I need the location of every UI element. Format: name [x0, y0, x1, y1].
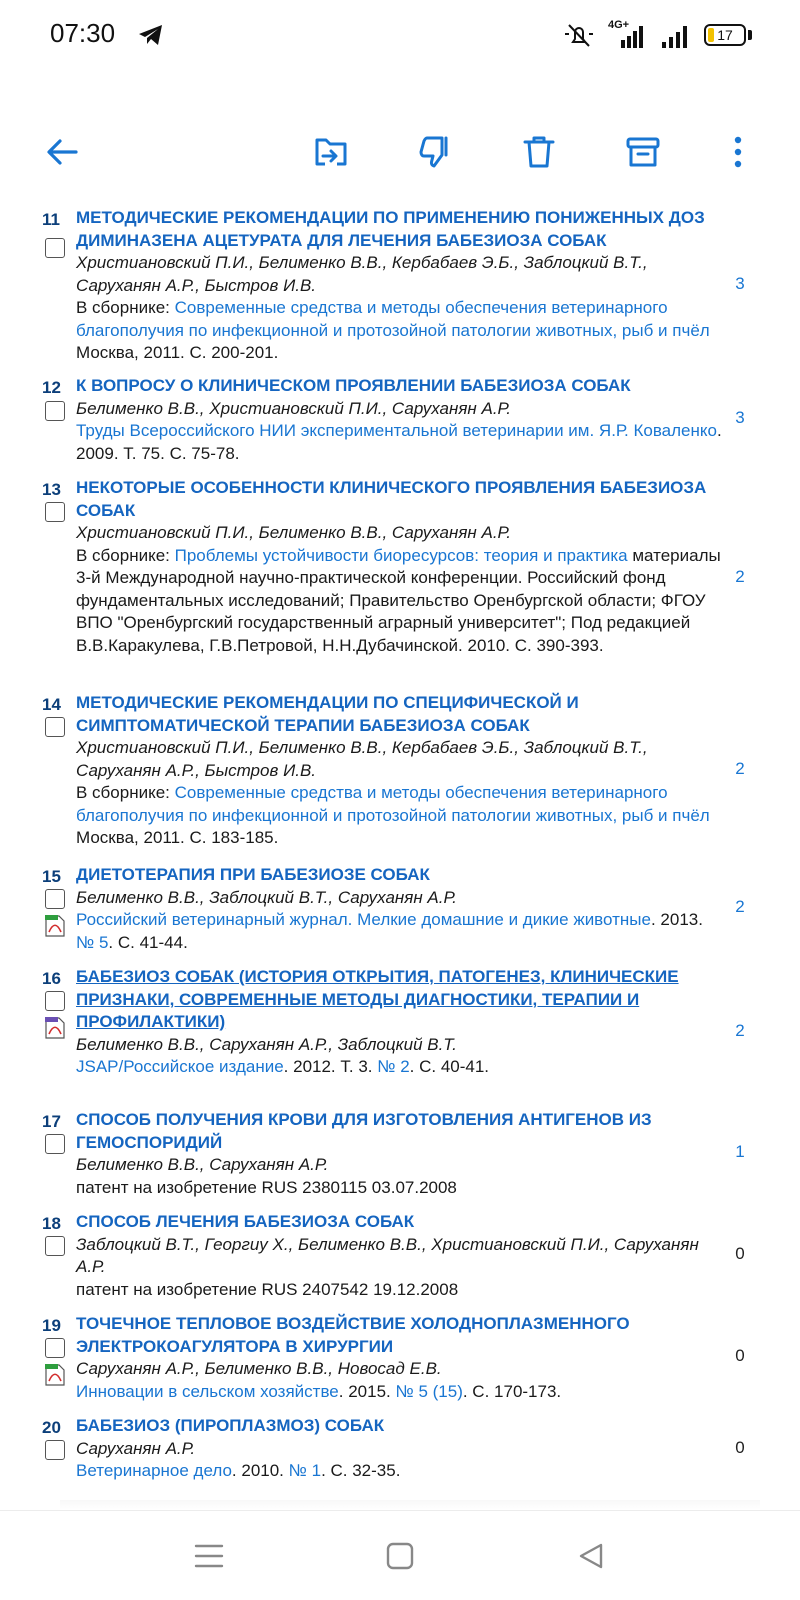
- source-details: Москва, 2011. С. 183-185.: [76, 828, 279, 847]
- item-content: [76, 692, 724, 850]
- item-content: [76, 207, 724, 365]
- battery-icon: [704, 24, 746, 46]
- menu-icon: [193, 1541, 225, 1571]
- item-number: 17: [42, 1112, 61, 1131]
- citation-count[interactable]: 2: [735, 897, 745, 916]
- source-year: . 2010.: [231, 1461, 289, 1480]
- thumbs-down-icon: [415, 132, 455, 172]
- item-content: [76, 1211, 724, 1301]
- item-title[interactable]: ТОЧЕЧНОЕ ТЕПЛОВОЕ ВОЗДЕЙСТВИЕ ХОЛОДНОПЛАЗМЕННОГО ЭЛЕКТРОКОАГУЛЯТОРА В ХИРУРГИИ: [76, 1314, 630, 1356]
- source-link[interactable]: Российский ветеринарный журнал. Мелкие домашние и дикие животные: [76, 910, 651, 929]
- item-checkbox[interactable]: [45, 238, 65, 258]
- more-vert-icon: [718, 132, 758, 172]
- source-details: материалы 3-й Международной научно-практической конференции. Российский фонд фундаментальных исследований; Правительство Оренбургской области; ФГОУ ВПО "Оренбургский государственный аграрный университет"; Под редакцией В.В.Каракулева, Г.В.Петровой, Н.Н.Дубачинской. 2010. С. 390-393.: [76, 545, 721, 655]
- item-number: 13: [42, 480, 61, 499]
- item-checkbox[interactable]: [45, 889, 65, 909]
- source-prefix: В сборнике:: [76, 298, 175, 317]
- item-source: [76, 297, 724, 365]
- item-checkbox[interactable]: [45, 502, 65, 522]
- home-button[interactable]: [377, 1533, 423, 1579]
- back-icon: [576, 1541, 606, 1571]
- home-icon: [385, 1541, 415, 1571]
- source-year: . 2013.: [650, 910, 703, 929]
- item-authors: Саруханян А.Р., Белименко В.В., Новосад Е.В.: [76, 1359, 442, 1378]
- battery-tip: [748, 30, 752, 40]
- item-title[interactable]: БАБЕЗИОЗ (ПИРОПЛАЗМОЗ) СОБАК: [76, 1416, 385, 1435]
- item-authors: Белименко В.В., Христиановский П.И., Саруханян А.Р.: [76, 398, 511, 418]
- status-time: 07:30: [50, 18, 116, 48]
- source-link[interactable]: Инновации в сельском хозяйстве: [76, 1381, 339, 1401]
- item-source: [76, 782, 724, 850]
- source-link[interactable]: Современные средства и методы обеспечения ветеринарного благополучия по инфекционной и протозойной патологии животных, рыб и пчёл: [76, 783, 710, 825]
- item-authors: Заблоцкий В.Т., Георгиу Х., Белименко В.В., Христиановский П.И., Саруханян А.Р.: [76, 1234, 699, 1276]
- item-checkbox[interactable]: [45, 1134, 65, 1154]
- item-authors: Белименко В.В., Саруханян А.Р.: [76, 1155, 329, 1174]
- item-title[interactable]: ДИЕТОТЕРАПИЯ ПРИ БАБЕЗИОЗЕ СОБАК: [76, 865, 430, 884]
- source-prefix: В сборнике:: [76, 783, 175, 802]
- item-checkbox[interactable]: [45, 401, 65, 421]
- item-content: [76, 864, 724, 954]
- source-details: . С. 170-173.: [462, 1381, 562, 1401]
- item-number: 16: [42, 969, 61, 988]
- archive-button[interactable]: [615, 120, 671, 184]
- item-checkbox[interactable]: [45, 991, 65, 1011]
- citation-count[interactable]: 2: [735, 1021, 745, 1040]
- item-source: [76, 545, 724, 658]
- source-issue[interactable]: № 2: [377, 1057, 410, 1076]
- source-link[interactable]: JSAP/Российское издание: [76, 1057, 284, 1076]
- move-button[interactable]: [303, 120, 359, 184]
- item-number: 14: [42, 695, 61, 714]
- pdf-icon[interactable]: [45, 915, 65, 937]
- source-issue[interactable]: № 5 (15): [395, 1381, 463, 1401]
- source-link[interactable]: Современные средства и методы обеспечения ветеринарного благополучия по инфекционной и протозойной патологии животных, рыб и пчёл: [76, 298, 710, 340]
- item-number: 12: [42, 378, 61, 397]
- citation-count: 0: [735, 1346, 745, 1365]
- item-number: 11: [42, 210, 60, 229]
- item-title[interactable]: НЕКОТОРЫЕ ОСОБЕННОСТИ КЛИНИЧЕСКОГО ПРОЯВЛЕНИЯ БАБЕЗИОЗА СОБАК: [76, 478, 707, 520]
- item-title[interactable]: БАБЕЗИОЗ СОБАК (ИСТОРИЯ ОТКРЫТИЯ, ПАТОГЕНЕЗ, КЛИНИЧЕСКИЕ ПРИЗНАКИ, СОВРЕМЕННЫЕ МЕТОДЫ ДИАГНОСТИКИ, ТЕРАПИИ И ПРОФИЛАКТИКИ): [76, 967, 679, 1031]
- item-title[interactable]: МЕТОДИЧЕСКИЕ РЕКОМЕНДАЦИИ ПО СПЕЦИФИЧЕСКОЙ И СИМПТОМАТИЧЕСКОЙ ТЕРАПИИ БАБЕЗИОЗА СОБАК: [76, 693, 579, 735]
- item-authors: Христиановский П.И., Белименко В.В., Кербабаев Э.Б., Заблоцкий В.Т., Саруханян А.Р., Быстров И.В.: [76, 253, 648, 295]
- item-source: [76, 420, 724, 465]
- item-authors: Саруханян А.Р.: [76, 1438, 196, 1458]
- spam-button[interactable]: [407, 120, 463, 184]
- item-content: [76, 477, 724, 657]
- citation-count: 0: [735, 1244, 745, 1263]
- item-checkbox[interactable]: [45, 1440, 65, 1460]
- signal-icon-2: [662, 26, 688, 48]
- item-authors: Христиановский П.И., Белименко В.В., Саруханян А.Р.: [76, 523, 511, 542]
- pdf-icon[interactable]: [45, 1017, 65, 1039]
- item-source: [76, 1460, 724, 1483]
- system-nav-bar: [0, 1510, 800, 1600]
- item-content: [76, 966, 724, 1079]
- item-checkbox[interactable]: [45, 1338, 65, 1358]
- item-authors: Белименко В.В., Заблоцкий В.Т., Саруханян А.Р.: [76, 887, 457, 907]
- archive-icon: [623, 132, 663, 172]
- item-content: [76, 1109, 724, 1199]
- source-details: . С. 41-44.: [108, 932, 188, 952]
- trash-icon: [519, 132, 559, 172]
- source-prefix: В сборнике:: [76, 545, 175, 565]
- citation-count[interactable]: 1: [735, 1142, 745, 1161]
- item-checkbox[interactable]: [45, 717, 65, 737]
- source-issue[interactable]: № 5: [76, 932, 109, 952]
- next-item-fade: [60, 1500, 760, 1510]
- item-title[interactable]: К ВОПРОСУ О КЛИНИЧЕСКОМ ПРОЯВЛЕНИИ БАБЕЗИОЗА СОБАК: [76, 376, 631, 395]
- pdf-icon[interactable]: [45, 1364, 65, 1386]
- source-issue[interactable]: № 1: [288, 1461, 322, 1480]
- back-button[interactable]: [34, 120, 90, 184]
- battery-level: 17: [717, 27, 733, 43]
- item-number: 18: [42, 1214, 61, 1233]
- item-authors: Христиановский П.И., Белименко В.В., Кербабаев Э.Б., Заблоцкий В.Т., Саруханян А.Р., Быстров И.В.: [76, 738, 648, 780]
- network-type: 4G+: [608, 19, 630, 31]
- item-content: [76, 375, 724, 465]
- item-number: 19: [42, 1316, 61, 1335]
- item-source: [76, 909, 724, 954]
- source-link[interactable]: Труды Всероссийского НИИ экспериментальной ветеринарии им. Я.Р. Коваленко: [76, 421, 717, 440]
- status-bar: [0, 0, 800, 72]
- item-title[interactable]: МЕТОДИЧЕСКИЕ РЕКОМЕНДАЦИИ ПО ПРИМЕНЕНИЮ ПОНИЖЕННЫХ ДОЗ ДИМИНАЗЕНА АЦЕТУРАТА ДЛЯ ЛЕЧЕНИЯ БАБЕЗИОЗА СОБАК: [76, 208, 705, 250]
- item-source: патент на изобретение RUS 2407542 19.12.2008: [76, 1279, 459, 1299]
- item-title[interactable]: СПОСОБ ЛЕЧЕНИЯ БАБЕЗИОЗА СОБАК: [76, 1212, 415, 1231]
- source-link[interactable]: Ветеринарное дело: [76, 1461, 232, 1480]
- menu-button[interactable]: [186, 1533, 232, 1579]
- nav-back-button[interactable]: [568, 1533, 614, 1579]
- back-arrow-icon: [42, 132, 82, 172]
- item-content: [76, 1415, 724, 1483]
- item-title[interactable]: СПОСОБ ПОЛУЧЕНИЯ КРОВИ ДЛЯ ИЗГОТОВЛЕНИЯ АНТИГЕНОВ ИЗ ГЕМОСПОРИДИЙ: [76, 1110, 652, 1152]
- citation-count[interactable]: 3: [735, 274, 745, 293]
- telegram-icon: [137, 22, 165, 48]
- item-source: [76, 1381, 724, 1404]
- source-link[interactable]: Проблемы устойчивости биоресурсов: теория и практика: [174, 545, 628, 565]
- source-details: Москва, 2011. С. 200-201.: [76, 343, 279, 362]
- source-details: . С. 32-35.: [321, 1461, 401, 1480]
- item-content: [76, 1313, 724, 1403]
- source-year: . 2015.: [338, 1381, 396, 1401]
- signal-icon: [607, 26, 645, 48]
- source-details: . 2009. Т. 75. С. 75-78.: [76, 421, 722, 463]
- citation-count[interactable]: 3: [735, 408, 745, 427]
- source-details: . С. 40-41.: [409, 1057, 490, 1076]
- item-source: [76, 1056, 724, 1079]
- item-number: 15: [42, 867, 61, 886]
- toolbar: [0, 120, 800, 184]
- citation-count[interactable]: 2: [735, 759, 745, 778]
- delete-button[interactable]: [511, 120, 567, 184]
- source-year: . 2012. Т. 3.: [283, 1057, 378, 1076]
- citation-count: 0: [735, 1438, 745, 1457]
- citation-count[interactable]: 2: [735, 567, 745, 586]
- item-source: патент на изобретение RUS 2380115 03.07.2008: [76, 1177, 457, 1197]
- item-number: 20: [42, 1418, 61, 1437]
- item-checkbox[interactable]: [45, 1236, 65, 1256]
- move-to-folder-icon: [311, 132, 351, 172]
- more-button[interactable]: [718, 120, 758, 184]
- mute-icon: [563, 20, 595, 50]
- item-authors: Белименко В.В., Саруханян А.Р., Заблоцкий В.Т.: [76, 1034, 457, 1054]
